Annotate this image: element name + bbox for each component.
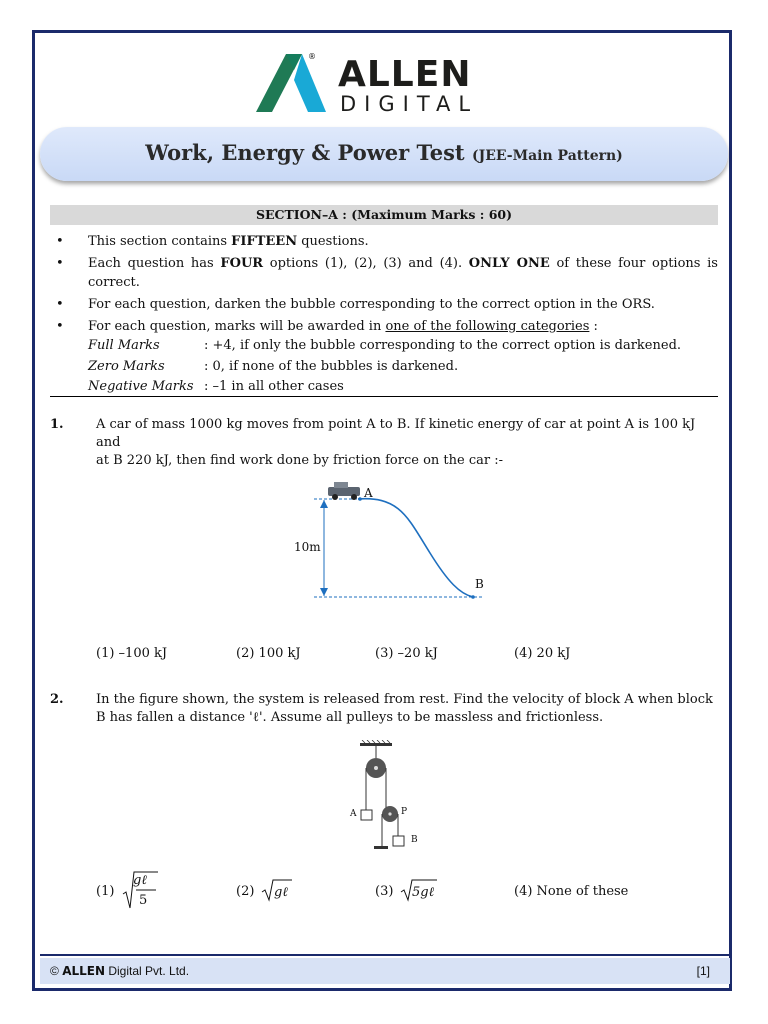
instruction-item: • For each question, marks will be awarded in one of the following categories : bbox=[56, 319, 598, 334]
section-header: SECTION–A : (Maximum Marks : 60) bbox=[50, 205, 718, 225]
marking-row: Negative Marks : –1 in all other cases bbox=[88, 379, 344, 394]
page-number: [1] bbox=[696, 964, 710, 978]
height-label: 10m bbox=[294, 540, 321, 554]
instructions-list bbox=[50, 232, 718, 339]
title-main: Work, Energy & Power Test bbox=[145, 140, 465, 165]
footer-divider bbox=[40, 954, 730, 956]
pulley-p-label: P bbox=[401, 807, 408, 817]
point-b-label: B bbox=[475, 577, 484, 591]
logo-sub: DIGITAL bbox=[340, 92, 479, 116]
option-3[interactable]: (3) bbox=[375, 884, 394, 899]
instruction-item: • Each question has FOUR options (1), (2), (3) and (4). ONLY ONE of these four options is correct. bbox=[56, 256, 718, 290]
question-number: 2. bbox=[50, 692, 64, 707]
option-4[interactable]: (4) 20 kJ bbox=[514, 646, 571, 661]
registered-mark: ® bbox=[308, 52, 316, 61]
hill-figure bbox=[290, 478, 500, 608]
allen-logo-icon bbox=[256, 52, 336, 116]
divider bbox=[50, 396, 718, 397]
fraction-numerator: gℓ bbox=[133, 873, 147, 888]
block-a-label: A bbox=[350, 809, 357, 819]
question-number: 1. bbox=[50, 417, 64, 432]
footer-copyright: © ALLEN Digital Pvt. Ltd. bbox=[50, 964, 190, 978]
logo-word: ALLEN bbox=[338, 54, 472, 95]
title-banner bbox=[40, 127, 728, 181]
instruction-item: • For each question, darken the bubble corresponding to the correct option in the ORS. bbox=[56, 297, 655, 312]
bullet-icon: • bbox=[56, 297, 64, 312]
sqrt-content: 5gℓ bbox=[412, 885, 435, 900]
bullet-icon: • bbox=[56, 319, 64, 334]
instruction-item: • This section contains FIFTEEN questions. bbox=[56, 234, 369, 249]
block-b bbox=[393, 836, 404, 846]
fraction-denominator: 5 bbox=[139, 893, 148, 908]
car-icon bbox=[328, 482, 360, 500]
option-2[interactable]: (2) 100 kJ bbox=[236, 646, 301, 661]
option-1[interactable]: (1) bbox=[96, 884, 115, 899]
option-3[interactable]: (3) –20 kJ bbox=[375, 646, 438, 661]
option-2[interactable]: (2) bbox=[236, 884, 255, 899]
page-title bbox=[40, 140, 728, 165]
page-footer bbox=[40, 958, 730, 984]
question-text: A car of mass 1000 kg moves from point A to B. If kinetic energy of car at point A is 100 kJ and at B 220 kJ, then find work done by friction force on the car :- bbox=[96, 417, 696, 468]
block-a bbox=[361, 810, 372, 820]
option-4[interactable]: (4) None of these bbox=[514, 884, 629, 899]
block-b-label: B bbox=[411, 835, 418, 845]
marking-scheme bbox=[88, 336, 681, 398]
marking-row: Zero Marks : 0, if none of the bubbles is darkened. bbox=[88, 358, 459, 374]
question-text: In the figure shown, the system is released from rest. Find the velocity of block A when block B has fallen a distance 'ℓ'. Assume all pulleys to be massless and frictionless. bbox=[96, 692, 713, 725]
title-subtitle: (JEE-Main Pattern) bbox=[471, 148, 623, 164]
option-1[interactable]: (1) –100 kJ bbox=[96, 646, 168, 661]
bullet-icon: • bbox=[56, 234, 64, 249]
allen-digital-logo bbox=[256, 50, 516, 116]
marking-row: Full Marks : +4, if only the bubble corresponding to the correct option is darkened. bbox=[88, 338, 682, 353]
point-a-label: A bbox=[364, 486, 373, 500]
sqrt-content: gℓ bbox=[274, 885, 288, 900]
pulley-figure bbox=[340, 740, 420, 856]
bullet-icon: • bbox=[56, 256, 64, 271]
